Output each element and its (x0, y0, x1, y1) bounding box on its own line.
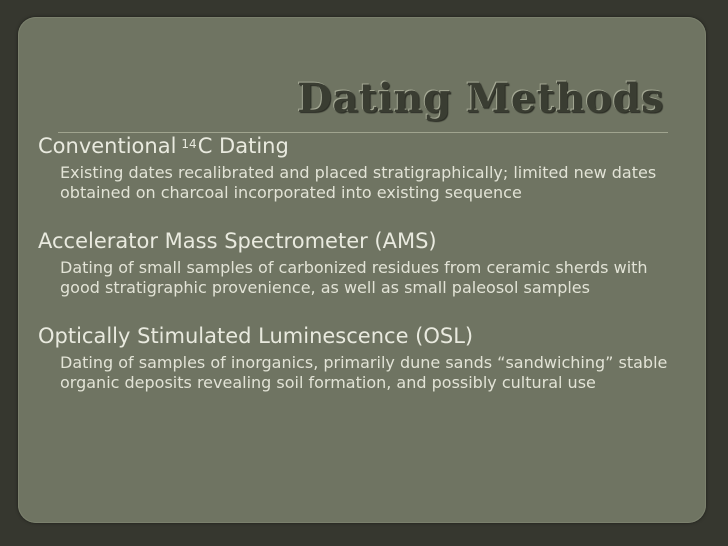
slide-content (38, 131, 698, 416)
section-body: Dating of samples of inorganics, primarily dune sands “sandwiching” stable organic deposits revealing soil formation, and possibly cultural use (60, 353, 668, 392)
section-conventional-dating (38, 131, 698, 203)
section-body: Dating of small samples of carbonized residues from ceramic sherds with good stratigraphic provenience, as well as small paleosol samples (60, 258, 648, 297)
section-body: Existing dates recalibrated and placed stratigraphically; limited new dates obtained on charcoal incorporated into existing sequence (60, 163, 657, 202)
section-ams (38, 226, 698, 298)
slide-title: Dating Methods (297, 75, 664, 122)
section-heading: Optically Stimulated Luminescence (OSL) (38, 324, 474, 348)
section-heading (38, 131, 698, 161)
section-heading: Accelerator Mass Spectrometer (AMS) (38, 229, 437, 253)
heading-text: Conventional (38, 134, 177, 158)
isotope-superscript: 14 (181, 137, 197, 151)
heading-text: C Dating (197, 134, 289, 158)
section-osl (38, 321, 698, 393)
